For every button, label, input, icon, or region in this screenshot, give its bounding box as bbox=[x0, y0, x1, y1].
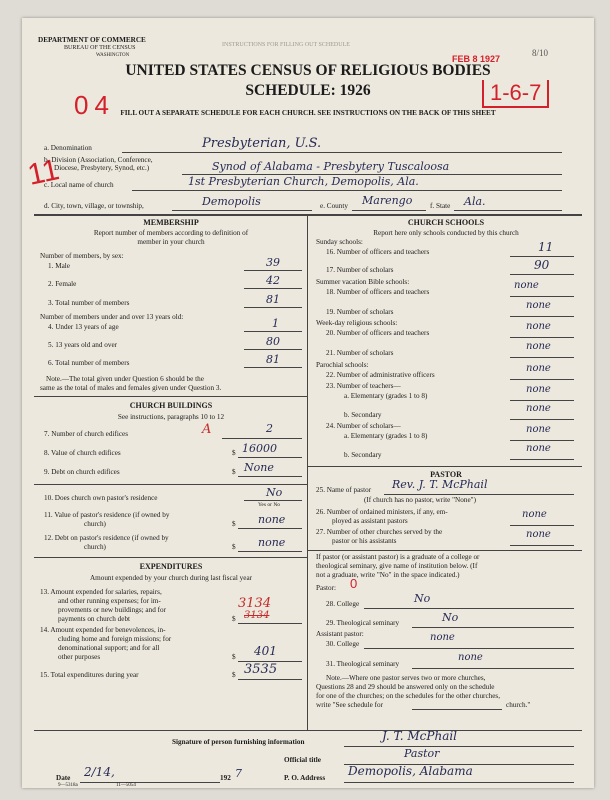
form-code: 9—5318a bbox=[58, 783, 78, 788]
date-value: 2/14, bbox=[84, 765, 115, 779]
date-line bbox=[80, 782, 220, 783]
q1-line bbox=[244, 270, 302, 271]
q9-value: None bbox=[244, 461, 274, 474]
q23a-label: a. Elementary (grades 1 to 8) bbox=[344, 392, 428, 400]
q14-label: 14. Amount expended for benevolences, in- bbox=[40, 626, 166, 634]
membership-bottom-rule bbox=[34, 396, 307, 397]
q26-label: 26. Number of ordained ministers, if any, em- bbox=[316, 508, 448, 516]
denomination-label: a. Denomination bbox=[44, 144, 92, 152]
form-instruction: FILL OUT A SEPARATE SCHEDULE FOR EACH CHURCH. SEE INSTRUCTIONS ON THE BACK OF THIS SHEET bbox=[120, 109, 496, 117]
buildings-heading: CHURCH BUILDINGS bbox=[129, 401, 213, 410]
q16-label: 16. Number of officers and teachers bbox=[326, 248, 430, 256]
q11-label: 11. Value of pastor's residence (if owned by bbox=[44, 511, 170, 519]
pastor-note-3: for one of the churches; on the schedules for the other churches, bbox=[316, 692, 501, 700]
q13-struck-value: 3134 bbox=[244, 610, 270, 621]
q9-dollar: $ bbox=[232, 468, 236, 476]
received-date-stamp: FEB 8 1927 bbox=[452, 54, 501, 64]
pastor-mid-rule bbox=[307, 550, 582, 551]
members-by-age-label: Number of members under and over 13 years old: bbox=[40, 313, 184, 321]
department-label: DEPARTMENT OF COMMERCE bbox=[38, 36, 146, 44]
form-title: UNITED STATES CENSUS OF RELIGIOUS BODIES bbox=[125, 62, 491, 79]
schools-bottom-rule bbox=[307, 466, 582, 467]
county-line bbox=[352, 210, 426, 211]
q7-mark: A bbox=[202, 422, 212, 437]
buildings-intro: See instructions, paragraphs 10 to 12 bbox=[117, 413, 225, 421]
column-divider bbox=[307, 214, 308, 730]
q24b-line bbox=[510, 459, 574, 460]
q11-value: none bbox=[258, 513, 286, 526]
q2-value: 42 bbox=[266, 274, 280, 287]
q31-value: none bbox=[458, 652, 483, 663]
q26-line bbox=[510, 525, 574, 526]
q12-line bbox=[238, 551, 302, 552]
pastor-mark: 0 bbox=[350, 576, 358, 591]
q27-label: 27. Number of other churches served by the bbox=[316, 528, 443, 536]
q17-line bbox=[510, 274, 574, 275]
q11-dollar: $ bbox=[232, 520, 236, 528]
graduate-note-2: theological seminary, give name of institution below. (If bbox=[316, 562, 478, 570]
q27-line bbox=[510, 545, 574, 546]
q23b-label: b. Secondary bbox=[344, 411, 382, 419]
q24b-value: none bbox=[526, 443, 551, 454]
q12-value: none bbox=[258, 536, 286, 549]
q26-label-2: ployed as assistant pastors bbox=[332, 517, 408, 525]
q1-value: 39 bbox=[266, 256, 280, 269]
q16-line bbox=[510, 256, 574, 257]
q3-label: 3. Total number of members bbox=[48, 299, 130, 307]
frame-bottom-rule bbox=[34, 730, 582, 731]
q2-label: 2. Female bbox=[48, 280, 77, 288]
parochial-schools-label: Parochial schools: bbox=[316, 361, 369, 369]
state-line bbox=[454, 210, 562, 211]
pastor-note-end: church." bbox=[506, 701, 531, 709]
pastor-subheading: Pastor: bbox=[316, 584, 336, 592]
graduate-note: If pastor (or assistant pastor) is a graduate of a college or bbox=[316, 553, 480, 561]
q14-label-2: cluding home and foreign missions; for bbox=[58, 635, 172, 643]
q22-line bbox=[510, 379, 574, 380]
q31-line bbox=[412, 668, 574, 669]
q27-label-2: pastor or his assistants bbox=[332, 537, 397, 545]
q19-label: 19. Number of scholars bbox=[326, 308, 394, 316]
local-name-line bbox=[132, 190, 562, 191]
q20-label: 20. Number of officers and teachers bbox=[326, 329, 430, 337]
sunday-schools-label: Sunday schools: bbox=[316, 238, 363, 246]
q8-dollar: $ bbox=[232, 449, 236, 457]
q22-label: 22. Number of administrative officers bbox=[326, 371, 435, 379]
division-value: Synod of Alabama - Presbytery Tuscaloosa bbox=[212, 160, 450, 173]
q25-value: Rev. J. T. McPhail bbox=[392, 478, 488, 491]
pastor-heading: PASTOR bbox=[430, 470, 462, 479]
q12-label-2: church) bbox=[84, 543, 106, 551]
q17-value: 90 bbox=[534, 258, 550, 272]
q17-label: 17. Number of scholars bbox=[326, 266, 394, 274]
q21-line bbox=[510, 357, 574, 358]
signature-line bbox=[344, 746, 574, 747]
state-label: f. State bbox=[430, 202, 451, 210]
city-line bbox=[172, 210, 312, 211]
margin-mark: 11 bbox=[24, 153, 63, 192]
q30-value: none bbox=[430, 632, 455, 643]
q10-label: 10. Does church own pastor's residence bbox=[44, 494, 158, 502]
q23-label: 23. Number of teachers— bbox=[326, 382, 401, 390]
q15-dollar: $ bbox=[232, 671, 236, 679]
division-label-2: Diocese, Presbytery, Synod, etc.) bbox=[54, 164, 150, 172]
q25-label: 25. Name of pastor bbox=[316, 486, 372, 494]
q22-value: none bbox=[526, 363, 551, 374]
faint-heading: INSTRUCTIONS FOR FILLING OUT SCHEDULE bbox=[222, 42, 350, 48]
q26-value: none bbox=[522, 509, 547, 520]
q18-value: none bbox=[514, 280, 539, 291]
city-label: WASHINGTON bbox=[96, 53, 130, 58]
q21-value: none bbox=[526, 341, 551, 352]
q15-line bbox=[238, 679, 302, 680]
q21-label: 21. Number of scholars bbox=[326, 349, 394, 357]
q7-value: 2 bbox=[266, 422, 273, 435]
q30-line bbox=[364, 648, 574, 649]
q8-value: 16000 bbox=[242, 442, 277, 455]
county-value: Marengo bbox=[362, 194, 413, 207]
q5-line bbox=[244, 349, 302, 350]
q12-dollar: $ bbox=[232, 543, 236, 551]
q8-label: 8. Value of church edifices bbox=[44, 449, 121, 457]
local-name-label: c. Local name of church bbox=[44, 181, 114, 189]
expenditures-intro: Amount expended by your church during last fiscal year bbox=[89, 574, 253, 582]
q11-line bbox=[238, 528, 302, 529]
q3-value: 81 bbox=[266, 293, 280, 306]
q6-line bbox=[244, 367, 302, 368]
q5-label: 5. 13 years old and over bbox=[48, 341, 118, 349]
q28-label: 28. College bbox=[326, 600, 360, 608]
q31-label: 31. Theological seminary bbox=[326, 660, 400, 668]
graduate-note-3: not a graduate, write "No" in the space indicated.) bbox=[316, 571, 460, 579]
county-label: e. County bbox=[320, 202, 348, 210]
q11-label-2: church) bbox=[84, 520, 106, 528]
schools-intro: Report here only schools conducted by this church bbox=[373, 229, 519, 237]
q23a-value: none bbox=[526, 384, 551, 395]
q28-value: No bbox=[414, 592, 431, 605]
q25-hint: (If church has no pastor, write "None") bbox=[364, 496, 476, 504]
official-title-value: Pastor bbox=[404, 747, 440, 760]
q13-label-4: payments on church debt bbox=[58, 615, 131, 623]
state-value: Ala. bbox=[464, 195, 486, 208]
form-subtitle: SCHEDULE: 1926 bbox=[245, 82, 371, 99]
division-label: b. Division (Association, Conference, bbox=[44, 156, 153, 164]
q24a-label: a. Elementary (grades 1 to 8) bbox=[344, 432, 428, 440]
membership-heading: MEMBERSHIP bbox=[143, 218, 199, 227]
local-name-value: 1st Presbyterian Church, Demopolis, Ala. bbox=[188, 175, 419, 188]
q24-label: 24. Number of scholars— bbox=[326, 422, 401, 430]
q20-value: none bbox=[526, 321, 551, 332]
denomination-line bbox=[122, 152, 562, 153]
q24a-value: none bbox=[526, 424, 551, 435]
q23b-line bbox=[510, 419, 574, 420]
q30-label: 30. College bbox=[326, 640, 360, 648]
weekday-schools-label: Week-day religious schools: bbox=[316, 319, 398, 327]
q10-value: No bbox=[266, 486, 283, 499]
census-schedule-form bbox=[22, 18, 594, 788]
q10-line bbox=[244, 500, 302, 501]
q7-label: 7. Number of church edifices bbox=[44, 430, 129, 438]
members-by-sex-label: Number of members, by sex: bbox=[40, 252, 124, 260]
q6-value: 81 bbox=[266, 353, 280, 366]
q15-label: 15. Total expenditures during year bbox=[40, 671, 139, 679]
po-address-label: P. O. Address bbox=[284, 774, 326, 782]
official-title-label: Official title bbox=[284, 756, 321, 764]
assistant-pastor-subheading: Assistant pastor: bbox=[316, 630, 364, 638]
q23a-line bbox=[510, 400, 574, 401]
vacation-schools-label: Summer vacation Bible schools: bbox=[316, 278, 410, 286]
q24a-line bbox=[510, 440, 574, 441]
q20-line bbox=[510, 337, 574, 338]
q25-line bbox=[384, 494, 574, 495]
po-address-line bbox=[344, 782, 574, 783]
q5-value: 80 bbox=[266, 335, 280, 348]
q12-label: 12. Debt on pastor's residence (if owned by bbox=[44, 534, 169, 542]
q14-label-4: other purposes bbox=[58, 653, 101, 661]
q9-line bbox=[238, 476, 302, 477]
q14-label-3: denominational support; and for all bbox=[58, 644, 160, 652]
schools-heading: CHURCH SCHOOLS bbox=[407, 218, 485, 227]
q28-line bbox=[364, 608, 574, 609]
code-right-stamp: 1-6-7 bbox=[482, 80, 549, 108]
q13-label: 13. Amount expended for salaries, repairs, bbox=[40, 588, 162, 596]
pastor-note-4: write "See schedule for bbox=[316, 701, 383, 709]
q23b-value: none bbox=[526, 403, 551, 414]
q6-label: 6. Total number of members bbox=[48, 359, 130, 367]
signature-value: J. T. McPhail bbox=[382, 729, 458, 743]
q14-value: 401 bbox=[254, 644, 277, 658]
q19-line bbox=[510, 316, 574, 317]
year-prefix: 192 bbox=[220, 774, 231, 782]
bureau-label: BUREAU OF THE CENSUS bbox=[64, 45, 136, 51]
q7-line bbox=[222, 438, 302, 439]
buildings-mid-rule bbox=[34, 484, 307, 485]
q18-label: 18. Number of officers and teachers bbox=[326, 288, 430, 296]
buildings-bottom-rule bbox=[34, 557, 307, 558]
pastor-note-2: Questions 28 and 29 should be answered only on the schedule bbox=[316, 683, 495, 691]
q13-label-3: provements or new buildings; and for bbox=[58, 606, 166, 614]
q13-label-2: and other running expenses; for im- bbox=[58, 597, 161, 605]
q8-line bbox=[238, 457, 302, 458]
po-address-value: Demopolis, Alabama bbox=[348, 764, 473, 778]
pastor-note-line bbox=[412, 709, 502, 710]
q2-line bbox=[244, 288, 302, 289]
q1-label: 1. Male bbox=[48, 262, 70, 270]
q13-value: 3134 bbox=[238, 596, 272, 611]
q3-line bbox=[244, 307, 302, 308]
q29-label: 29. Theological seminary bbox=[326, 619, 400, 627]
denomination-value: Presbyterian, U.S. bbox=[202, 136, 322, 151]
year-value: 7 bbox=[235, 767, 242, 780]
q10-hint: Yes or No bbox=[258, 502, 281, 508]
code-right-small: 8/10 bbox=[532, 48, 549, 58]
membership-note: Note.—The total given under Question 6 should be the bbox=[46, 375, 204, 383]
q4-label: 4. Under 13 years of age bbox=[48, 323, 119, 331]
membership-intro: Report number of members according to definition of bbox=[93, 229, 249, 237]
frame-top-rule bbox=[34, 214, 582, 216]
code-top-stamp: 04 bbox=[74, 90, 115, 120]
q29-line bbox=[412, 627, 574, 628]
q19-value: none bbox=[526, 300, 551, 311]
membership-note-2: same as the total of males and females given under Question 3. bbox=[40, 384, 222, 392]
q27-value: none bbox=[526, 529, 551, 540]
q4-line bbox=[244, 331, 302, 332]
city-town-value: Demopolis bbox=[202, 195, 261, 208]
q13-dollar: $ bbox=[232, 615, 236, 623]
q15-value: 3535 bbox=[244, 662, 278, 677]
q13-line bbox=[238, 623, 302, 624]
city-town-label: d. City, town, village, or township, bbox=[44, 202, 144, 210]
signature-label: Signature of person furnishing information bbox=[172, 738, 305, 746]
q16-value: 11 bbox=[538, 240, 554, 254]
q18-line bbox=[510, 296, 574, 297]
q14-dollar: $ bbox=[232, 653, 236, 661]
q29-value: No bbox=[442, 611, 459, 624]
pastor-note: Note.—Where one pastor serves two or more churches, bbox=[326, 674, 486, 682]
q4-value: 1 bbox=[272, 317, 279, 330]
date-label: Date bbox=[56, 774, 71, 782]
membership-intro-2: member in your church bbox=[137, 238, 205, 246]
form-code-2: 11—5054 bbox=[116, 783, 136, 788]
q9-label: 9. Debt on church edifices bbox=[44, 468, 120, 476]
q24b-label: b. Secondary bbox=[344, 451, 382, 459]
expenditures-heading: EXPENDITURES bbox=[139, 562, 203, 571]
